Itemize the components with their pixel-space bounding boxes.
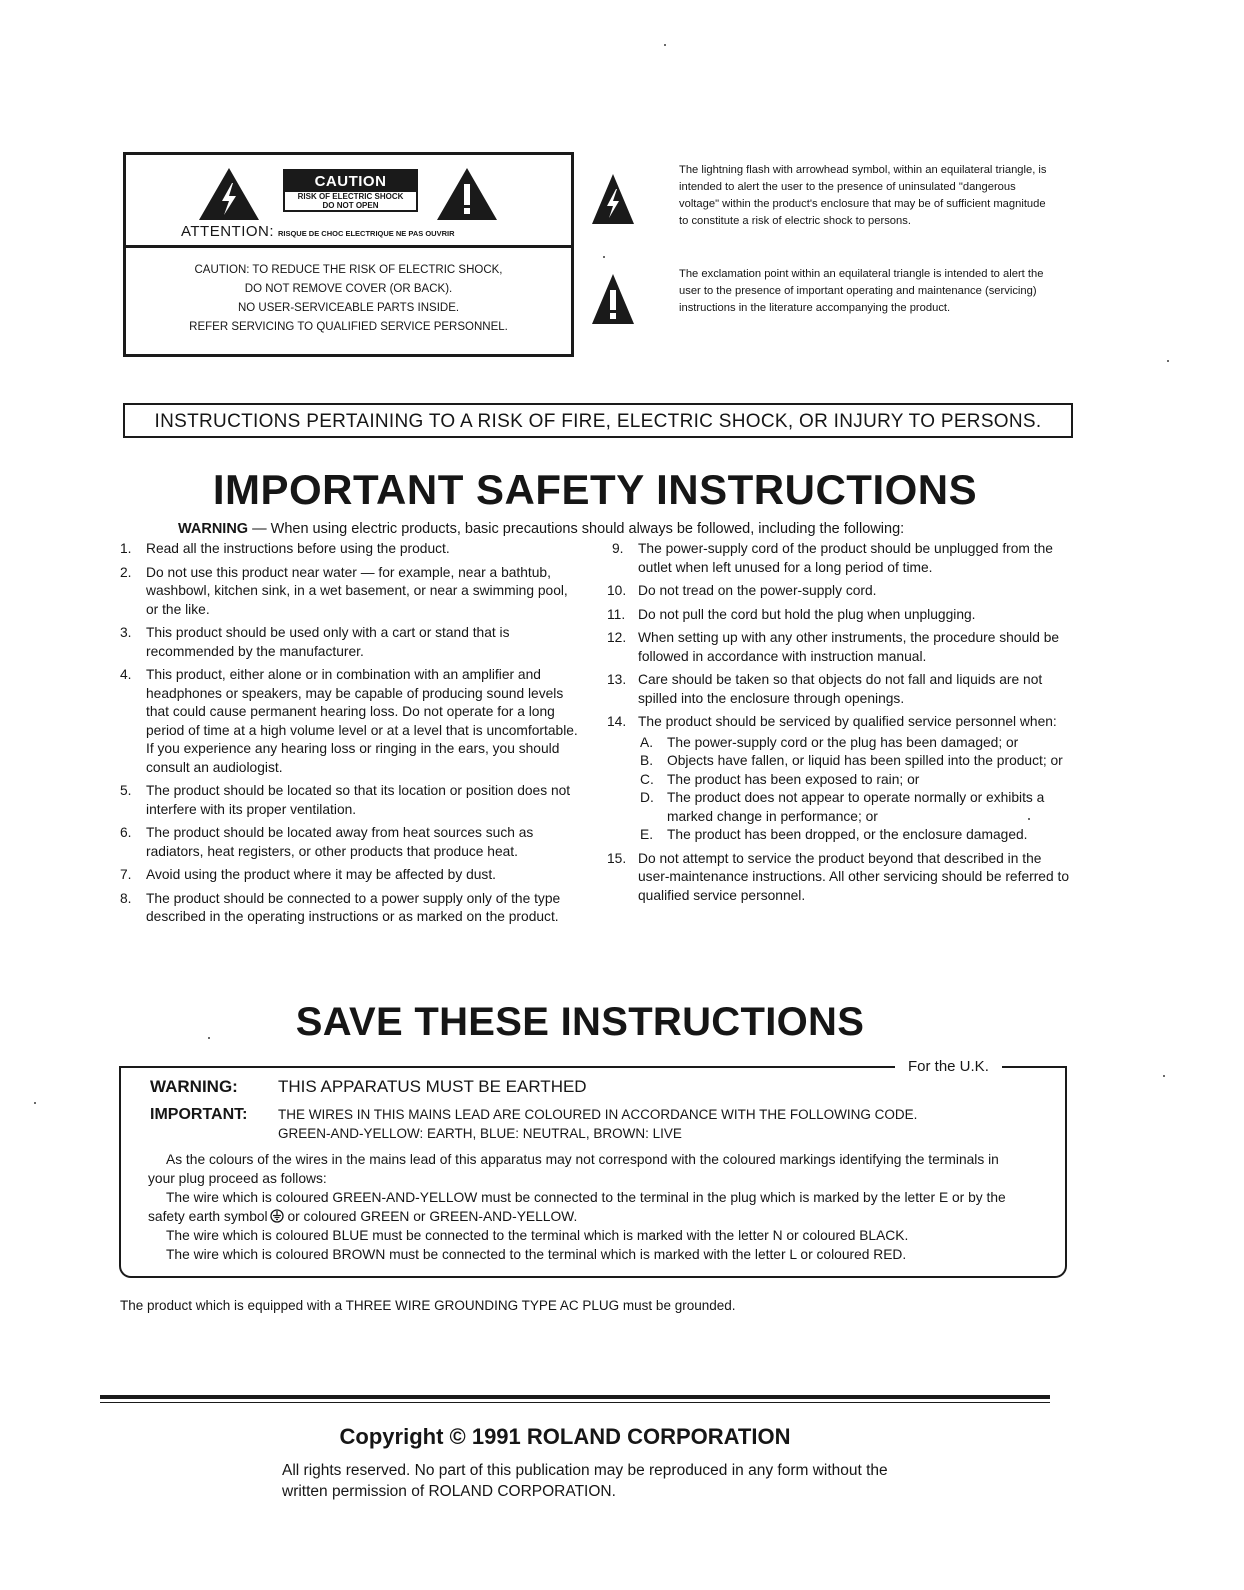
save-instructions-title: SAVE THESE INSTRUCTIONS: [295, 1000, 865, 1044]
condition-text: The product does not appear to operate normally or exhibits a marked change in performance; or: [667, 790, 1045, 824]
instruction-item: [612, 540, 1072, 577]
uk-warning-text: THIS APPARATUS MUST BE EARTHED: [278, 1077, 587, 1096]
scan-speck: [208, 1037, 210, 1039]
instruction-number: 5.: [120, 783, 132, 798]
instructions-right-column: [607, 540, 1072, 910]
instruction-number: 15.: [607, 850, 627, 866]
fire-banner-text: INSTRUCTIONS PERTAINING TO A RISK OF FIRE, ELECTRIC SHOCK, OR INJURY TO PERSONS.: [154, 411, 1042, 432]
instruction-number: 6.: [120, 825, 132, 840]
instruction-text: This product should be used only with a cart or stand that is recommended by the manufacturer.: [146, 625, 510, 659]
condition-letter: C.: [640, 771, 654, 787]
scan-speck: [1028, 818, 1030, 820]
caution-line: REFER SERVICING TO QUALIFIED SERVICE PERSONNEL.: [189, 321, 508, 333]
scan-speck: [603, 256, 605, 258]
instructions-left-column: [120, 540, 578, 932]
instruction-item: [120, 666, 578, 777]
instruction-item: [607, 629, 1072, 666]
uk-paragraph-part: or coloured GREEN or GREEN-AND-YELLOW.: [283, 1209, 578, 1224]
instruction-text: The product should be located so that its location or position does not interfere with its proper ventilation.: [146, 783, 571, 817]
instruction-number: 7.: [120, 867, 132, 882]
attention-line: [181, 223, 455, 240]
service-condition: [638, 789, 1072, 826]
condition-text: The product has been dropped, or the enclosure damaged.: [667, 827, 1028, 842]
scan-speck: [664, 44, 666, 46]
instruction-text: The product should be located away from heat sources such as radiators, heat registers, or other products that produce heat.: [146, 825, 534, 859]
instruction-text: When setting up with any other instruments, the procedure should be followed in accordance with instruction manual.: [638, 630, 1060, 664]
instruction-text: Read all the instructions before using the product.: [146, 541, 450, 556]
lightning-warning-icon: [198, 167, 260, 221]
instruction-item: [607, 713, 1072, 845]
uk-warning-line: [150, 1077, 587, 1097]
copyright-line: Copyright © 1991 ROLAND CORPORATION: [339, 1424, 791, 1449]
condition-text: The product has been exposed to rain; or: [667, 771, 920, 787]
instruction-text: Do not attempt to service the product beyond that described in the user-maintenance instructions. All other servicing should be referred to qualified service personnel.: [638, 850, 1069, 903]
service-conditions-list: [638, 734, 1072, 845]
instruction-text: Do not tread on the power-supply cord.: [638, 583, 877, 598]
scan-speck: [1167, 360, 1169, 362]
uk-important-label: IMPORTANT:: [150, 1106, 248, 1123]
rights-notice: All rights reserved. No part of this publication may be reproduced in any form without the written permission of ROLAND CORPORATION.: [282, 1462, 888, 1500]
instruction-text: The power-supply cord of the product should be unplugged from the outlet when left unused for a long period of time.: [638, 541, 1053, 575]
caution-panel: [123, 152, 574, 357]
instruction-number: 8.: [120, 890, 132, 906]
uk-paragraph: As the colours of the wires in the mains lead of this apparatus may not correspond with the coloured markings identifying the terminals in your plug proceed as follows:: [148, 1152, 999, 1186]
instruction-item: [120, 624, 578, 661]
exclamation-symbol-icon: [591, 272, 635, 326]
caution-line: NO USER-SERVICEABLE PARTS INSIDE.: [237, 302, 460, 314]
uk-paragraph: The wire which is coloured BROWN must be connected to the terminal which is marked with the letter L or coloured RED.: [166, 1247, 907, 1262]
caution-line: CAUTION: TO REDUCE THE RISK OF ELECTRIC SHOCK,: [194, 264, 503, 276]
instruction-number: 2.: [120, 564, 132, 580]
condition-letter: B.: [640, 753, 654, 768]
caution-badge: [283, 169, 418, 212]
exclamation-warning-icon: [436, 167, 498, 221]
uk-colour-code: GREEN-AND-YELLOW: EARTH, BLUE: NEUTRAL, BROWN: LIVE: [278, 1126, 682, 1141]
instruction-item: [120, 866, 578, 885]
instruction-text: Avoid using the product where it may be affected by dust.: [146, 867, 496, 882]
instruction-number: 13.: [607, 672, 627, 687]
exclamation-symbol-description: The exclamation point within an equilateral triangle is intended to alert the user to the presence of important operating and maintenance (servicing) instructions in the literature accompanying the product.: [679, 268, 1044, 314]
service-condition: [638, 752, 1072, 771]
instruction-number: 4.: [120, 667, 132, 682]
caution-text: [126, 261, 571, 337]
instruction-item: [120, 890, 578, 927]
instruction-number: 12.: [607, 630, 627, 645]
caution-line: DO NOT REMOVE COVER (OR BACK).: [244, 283, 453, 295]
instruction-number: 1.: [120, 541, 132, 556]
condition-letter: E.: [640, 827, 654, 842]
badge-do-not-open-text: DO NOT OPEN: [322, 201, 379, 210]
uk-important-line: [150, 1106, 917, 1124]
uk-wiring-instructions: [148, 1150, 1028, 1264]
instruction-item: [607, 582, 1072, 601]
uk-paragraph: [148, 1188, 1028, 1226]
instruction-text: Do not use this product near water — for example, near a bathtub, washbowl, kitchen sink, in a wet basement, or near a swimming pool, or the like.: [146, 564, 568, 617]
uk-paragraph-part: The wire which is coloured GREEN-AND-YELLOW must be connected to the terminal in the plug which is marked by the letter E or by the safety earth symbol: [148, 1190, 1006, 1224]
lightning-symbol-icon: [591, 172, 635, 226]
uk-rule-left: [119, 1066, 895, 1068]
instruction-number: 10.: [607, 583, 627, 598]
instruction-text: This product, either alone or in combination with an amplifier and headphones or speakers, may be capable of producing sound levels that could cause permanent hearing loss. Do not operate for a long period of time at a high volume level or at a level that is uncomfortable. If you experience any hearing loss or ringing in the ears, you should consult an audiologist.: [146, 667, 578, 775]
condition-letter: A.: [640, 734, 654, 750]
uk-rule-right: [1002, 1066, 1067, 1068]
warning-line: [178, 521, 904, 537]
service-condition: [638, 734, 1072, 753]
service-condition: [638, 826, 1072, 845]
caution-label: CAUTION: [285, 171, 416, 192]
plug-note: The product which is equipped with a THREE WIRE GROUNDING TYPE AC PLUG must be grounded.: [120, 1298, 736, 1313]
condition-text: Objects have fallen, or liquid has been spilled into the product; or: [667, 753, 1063, 768]
scan-speck: [1163, 1075, 1165, 1077]
instruction-text: Do not pull the cord but hold the plug when unplugging.: [638, 606, 976, 622]
condition-letter: D.: [640, 790, 654, 805]
instruction-text: Care should be taken so that objects do not fall and liquids are not spilled into the enclosure through openings.: [638, 672, 1043, 706]
instruction-text: The product should be connected to a power supply only of the type described in the operating instructions or as marked on the product.: [146, 890, 561, 924]
instruction-item: [607, 850, 1072, 906]
warning-label: WARNING: [178, 521, 249, 537]
instruction-item: [120, 824, 578, 861]
caution-panel-header: [126, 155, 571, 248]
instruction-number: 14.: [607, 714, 627, 729]
instruction-item: [607, 671, 1072, 708]
footer-rule: [100, 1395, 1050, 1399]
uk-label: For the U.K.: [902, 1058, 995, 1075]
instruction-number: 3.: [120, 625, 132, 640]
warning-text: — When using electric products, basic precautions should always be followed, including the following:: [248, 521, 905, 537]
uk-important-text: THE WIRES IN THIS MAINS LEAD ARE COLOURED IN ACCORDANCE WITH THE FOLLOWING CODE.: [278, 1107, 918, 1122]
instruction-item: [120, 564, 578, 620]
instruction-item: [607, 606, 1072, 625]
uk-warning-label: WARNING:: [150, 1077, 238, 1096]
instruction-text: The product should be serviced by qualified service personnel when:: [638, 714, 1057, 729]
page-title: IMPORTANT SAFETY INSTRUCTIONS: [212, 466, 978, 513]
lightning-symbol-description: The lightning flash with arrowhead symbol, within an equilateral triangle, is intended to alert the user to the presence of uninsulated "dangerous voltage" within the product's enclosure that may be of sufficient magnitude to constitute a risk of electric shock to persons.: [679, 164, 1047, 227]
attention-french-text: RISQUE DE CHOC ELECTRIQUE NE PAS OUVRIR: [277, 229, 455, 238]
footer-rule-thin: [100, 1402, 1050, 1403]
instruction-item: [120, 540, 578, 559]
instruction-item: [120, 782, 578, 819]
attention-word: ATTENTION:: [181, 223, 275, 240]
badge-risk-text: RISK OF ELECTRIC SHOCK: [297, 192, 404, 201]
service-condition: [638, 771, 1072, 790]
fire-banner: [123, 403, 1073, 438]
uk-paragraph: The wire which is coloured BLUE must be connected to the terminal which is marked with the letter N or coloured BLACK.: [166, 1228, 909, 1243]
instruction-number: 11.: [607, 606, 626, 622]
instruction-number: 9.: [612, 541, 624, 556]
earth-symbol-icon: [270, 1209, 284, 1223]
scan-speck: [34, 1102, 36, 1104]
condition-text: The power-supply cord or the plug has been damaged; or: [667, 734, 1019, 750]
